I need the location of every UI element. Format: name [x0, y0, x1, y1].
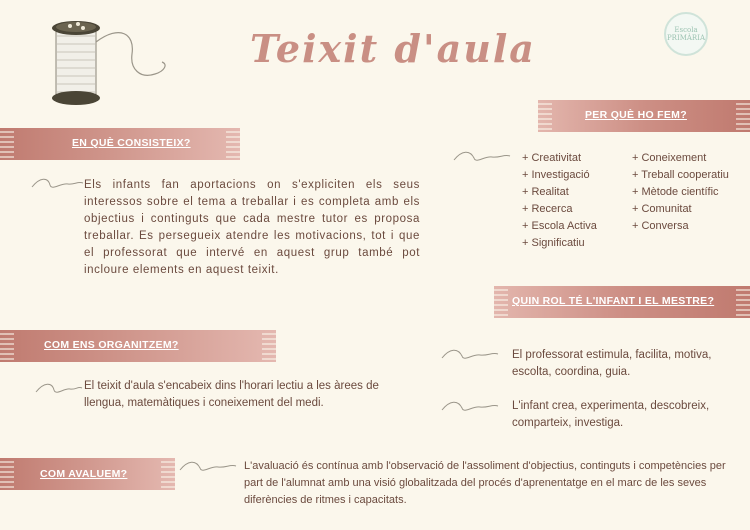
- school-logo: Escola PRIMÀRIA: [664, 12, 708, 56]
- heading-avaluem: COM AVALUEM?: [40, 468, 128, 480]
- thread-squiggle-icon: [452, 148, 512, 166]
- heading-fem: PER QUÈ HO FEM?: [585, 109, 687, 121]
- thread-squiggle-icon: [440, 398, 500, 416]
- list-item: + Realitat: [522, 186, 569, 198]
- thread-squiggle-icon: [440, 346, 500, 364]
- list-item: + Coneixement: [632, 152, 707, 164]
- text-organitzem: El teixit d'aula s'encabeix dins l'horari lectiu a les àrees de llengua, matemàtiques i coneixement del medi.: [84, 380, 379, 409]
- page-title: Teixit d'aula: [250, 26, 536, 71]
- text-rol-infant: L'infant crea, experimenta, descobreix, comparteix, investiga.: [512, 400, 710, 429]
- list-item: + Recerca: [522, 203, 573, 215]
- text-consisteix: Els infants fan aportacions on s'expliciten els seus interessos sobre el tema a treballar i es completa amb els objectius i continguts que cada mestre tutor es proposa treballar. Es persegueix atendre les motivacions, tot i que el professorat que intervé en aquest grup també pot incloure elements en aquest teixit.: [84, 179, 420, 276]
- text-rol-professorat: El professorat estimula, facilita, motiva, escolta, coordina, guia.: [512, 349, 712, 378]
- list-item: + Creativitat: [522, 152, 581, 164]
- heading-rol: QUIN ROL TÉ L'INFANT I EL MESTRE?: [512, 295, 715, 307]
- list-item: + Mètode científic: [632, 186, 719, 198]
- thread-squiggle-icon: [34, 380, 84, 398]
- thread-squiggle-icon: [30, 175, 85, 193]
- thread-squiggle-icon: [178, 458, 238, 476]
- list-item: + Escola Activa: [522, 220, 597, 232]
- thread-spool-illustration: [40, 14, 180, 109]
- list-fem-col2: [632, 150, 729, 235]
- list-item: + Treball cooperatiu: [632, 169, 729, 181]
- list-item: + Comunitat: [632, 203, 692, 215]
- heading-organitzem: COM ENS ORGANITZEM?: [44, 339, 179, 351]
- list-item: + Investigació: [522, 169, 590, 181]
- list-fem-col1: [522, 150, 597, 252]
- text-avaluem: L'avaluació és contínua amb l'observació de l'assoliment d'objectius, continguts i competències per part de l'alumnat amb una visió globalitzada del procés d'aprenentatge en el marc de les seves diferències de ritmes i capacitats.: [244, 460, 726, 506]
- heading-consisteix: EN QUÈ CONSISTEIX?: [72, 137, 191, 149]
- list-item: + Conversa: [632, 220, 689, 232]
- list-item: + Significatiu: [522, 237, 585, 249]
